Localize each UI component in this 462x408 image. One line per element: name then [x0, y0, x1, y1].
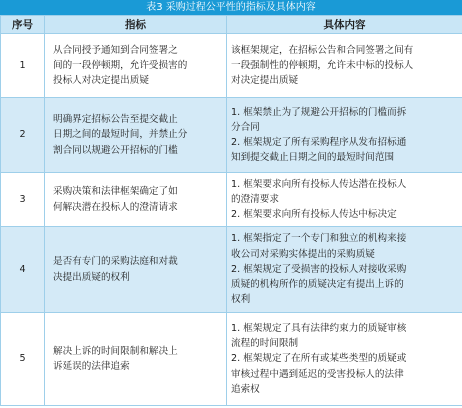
table-row — [1, 34, 462, 98]
indicator-line: 解决上诉的时间限制和解决上 — [53, 345, 178, 357]
content-line: 质疑的机构所作的质疑决定有提出上诉的 — [231, 279, 404, 291]
table-row — [1, 173, 462, 227]
header-content: 具体内容 — [227, 16, 462, 34]
row-content — [227, 173, 462, 227]
table-row — [1, 227, 462, 313]
content-line: 1. 框架规定了具有法律约束力的质疑审核 — [231, 322, 407, 334]
content-line: 一段强制性的停顿期，允许未中标的投标人 — [231, 59, 414, 71]
row-content — [227, 227, 462, 313]
content-line: 1. 框架指定了一个专门和独立的机构来接 — [231, 233, 407, 245]
row-seq: 5 — [1, 313, 45, 406]
indicator-line: 决提出质疑的权利 — [53, 271, 130, 283]
header-seq: 序号 — [1, 16, 45, 34]
indicator-line: 从合同授予通知到合同签署之 — [53, 44, 178, 56]
content-line: 权利 — [231, 294, 251, 306]
row-indicator — [45, 173, 227, 227]
content-line: 审核过程中遇到延迟的受害投标人的法律 — [231, 368, 404, 380]
content-line: 知到提交截止日期之间的最短时间范围 — [231, 152, 395, 164]
row-seq: 1 — [1, 34, 45, 98]
content-line: 2. 框架规定了在所有或某些类型的质疑或 — [231, 353, 407, 365]
row-content — [227, 313, 462, 406]
content-line: 2. 框架规定了所有采购程序从发布招标通 — [231, 137, 407, 148]
content-line: 1. 框架禁止为了规避公开招标的门槛而拆 — [231, 106, 407, 118]
indicator-line: 割合同以规避公开招标的门槛 — [53, 144, 178, 156]
row-seq: 3 — [1, 173, 45, 227]
row-seq: 2 — [1, 98, 45, 173]
row-content — [227, 98, 462, 173]
table-row — [1, 313, 462, 406]
indicator-line: 日期之间的最短时间，并禁止分 — [53, 129, 188, 141]
content-line: 1. 框架要求向所有投标人传达潜在投标人 — [231, 178, 407, 190]
content-line: 分合同 — [231, 121, 260, 133]
row-indicator — [45, 34, 227, 98]
table-row — [1, 98, 462, 173]
indicator-line: 间的一段停顿期，允许受损害的 — [53, 59, 188, 71]
indicator-line: 明确界定招标公告至提交截止 — [53, 114, 178, 126]
row-content — [227, 34, 462, 98]
indicator-line: 诉延误的法律追索 — [53, 361, 130, 372]
content-line: 2. 框架要求向所有投标人传达中标决定 — [231, 209, 397, 221]
content-line: 流程的时间限制 — [231, 338, 299, 350]
row-indicator — [45, 227, 227, 313]
content-line: 的澄清要求 — [231, 193, 279, 205]
indicator-line: 投标人对决定提出质疑 — [53, 75, 149, 87]
row-seq: 4 — [1, 227, 45, 313]
indicator-table — [0, 15, 462, 406]
table-caption: 表3 采购过程公平性的指标及具体内容 — [0, 0, 462, 15]
indicator-line: 何解决潜在投标人的澄清请求 — [53, 201, 178, 213]
indicator-line: 采购决策和法律框架确定了如 — [53, 186, 178, 198]
content-line: 追索权 — [231, 383, 260, 395]
content-line: 该框架规定，在招标公告和合同签署之间有 — [231, 44, 414, 56]
content-line: 对决定提出质疑 — [231, 75, 299, 87]
content-line: 收公司对采购实体提出的采购质疑 — [231, 248, 375, 260]
table-header-row — [1, 16, 462, 34]
content-line: 2. 框架规定了受损害的投标人对接收采购 — [231, 263, 407, 275]
row-indicator — [45, 313, 227, 406]
row-indicator — [45, 98, 227, 173]
indicator-line: 是否有专门的采购法庭和对裁 — [53, 256, 178, 268]
header-indicator: 指标 — [45, 16, 227, 34]
